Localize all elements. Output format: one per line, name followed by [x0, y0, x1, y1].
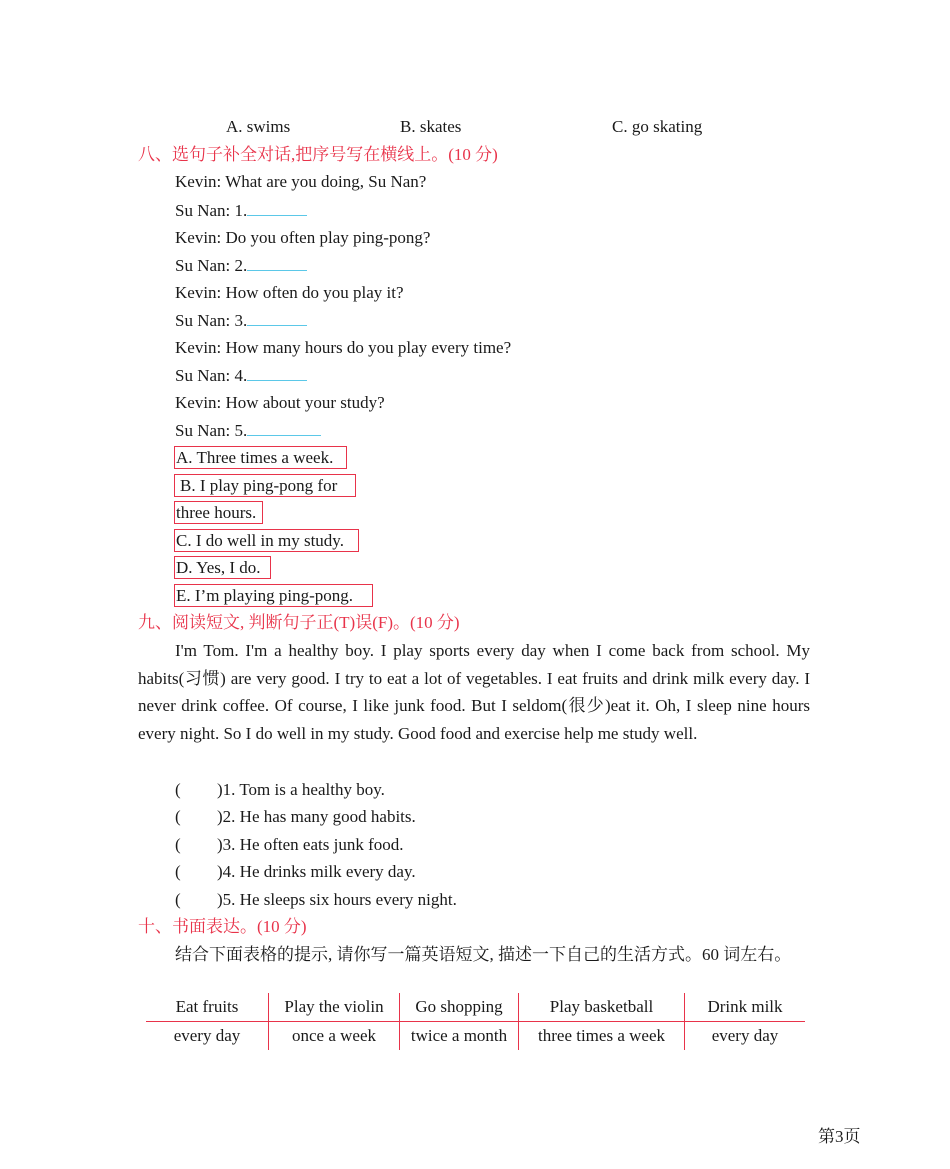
judge-item-4: )4. He drinks milk every day.: [217, 862, 416, 881]
frequency-row: [146, 1022, 805, 1051]
judge-paren[interactable]: (: [175, 807, 181, 826]
judge-item-5: )5. He sleeps six hours every night.: [217, 890, 457, 909]
choice-c: C. I do well in my study.: [174, 529, 359, 552]
choice-e: E. I’m playing ping-pong.: [174, 584, 373, 607]
dialogue-label: Su Nan: 4.: [175, 366, 248, 385]
dialogue-answer-4: [175, 364, 307, 387]
judge-paren[interactable]: (: [175, 780, 181, 799]
activity-cell: Eat fruits: [146, 993, 269, 1022]
habits-table: [146, 993, 805, 1050]
dialogue-label: Su Nan: 5.: [175, 421, 248, 440]
dialogue-answer-2: [175, 254, 307, 277]
writing-instruction: 结合下面表格的提示, 请你写一篇英语短文, 描述一下自己的生活方式。60 词左右。: [175, 945, 792, 964]
answer-blank-1[interactable]: [247, 199, 307, 216]
activity-cell: Play basketball: [519, 993, 685, 1022]
section-8-title: 八、选句子补全对话,把序号写在横线上。(10 分): [138, 145, 498, 164]
activity-cell: Go shopping: [400, 993, 519, 1022]
dialogue-line: Kevin: How about your study?: [175, 393, 385, 412]
activity-cell: Play the violin: [269, 993, 400, 1022]
dialogue-answer-1: [175, 199, 307, 222]
frequency-cell: every day: [173, 1026, 241, 1045]
dialogue-answer-3: [175, 309, 307, 332]
dialogue-line: Kevin: What are you doing, Su Nan?: [175, 172, 427, 191]
answer-blank-4[interactable]: [247, 364, 307, 381]
page-number: 第3页: [818, 1127, 861, 1146]
judge-item-1: )1. Tom is a healthy boy.: [217, 780, 385, 799]
section-9-title: 九、阅读短文, 判断句子正(T)误(F)。(10 分): [138, 613, 460, 632]
section-10-title: 十、书面表达。(10 分): [138, 917, 307, 936]
judge-paren[interactable]: (: [175, 835, 181, 854]
choice-d: D. Yes, I do.: [174, 556, 271, 579]
choice-b-line2: three hours.: [174, 501, 263, 524]
answer-blank-5[interactable]: [247, 419, 321, 436]
option-c-go-skating: C. go skating: [612, 117, 703, 136]
frequency-cell: three times a week: [519, 1022, 685, 1051]
dialogue-answer-5: [175, 419, 321, 442]
choice-a: A. Three times a week.: [174, 446, 347, 469]
answer-blank-2[interactable]: [247, 254, 307, 271]
frequency-cell: once a week: [269, 1022, 400, 1051]
activity-cell: Drink milk: [685, 993, 806, 1022]
answer-blank-3[interactable]: [247, 309, 307, 326]
judge-paren[interactable]: (: [175, 890, 181, 909]
judge-item-2: )2. He has many good habits.: [217, 807, 416, 826]
option-b-skates: B. skates: [400, 117, 462, 136]
dialogue-line: Kevin: Do you often play ping-pong?: [175, 228, 431, 247]
dialogue-label: Su Nan: 1.: [175, 201, 248, 220]
frequency-cell: twice a month: [400, 1022, 519, 1051]
frequency-cell: every day: [685, 1022, 806, 1051]
activity-row: [146, 993, 805, 1022]
dialogue-line: Kevin: How many hours do you play every time?: [175, 338, 512, 357]
dialogue-line: Kevin: How often do you play it?: [175, 283, 404, 302]
choice-b-line1: B. I play ping-pong for: [174, 474, 356, 497]
judge-paren[interactable]: (: [175, 862, 181, 881]
dialogue-label: Su Nan: 2.: [175, 256, 248, 275]
option-a-swims: A. swims: [226, 117, 291, 136]
reading-passage: I'm Tom. I'm a healthy boy. I play sports every day when I come back from school. My habits(习惯) are very good. I try to eat a lot of vegetables. I eat fruits and drink milk every day. I never drink coffee. Of course, I like junk food. But I seldom(很少)eat it. Oh, I sleep nine hours every night. So I do well in my study. Good food and exercise help me study well.: [138, 641, 810, 743]
judge-item-3: )3. He often eats junk food.: [217, 835, 404, 854]
dialogue-label: Su Nan: 3.: [175, 311, 248, 330]
